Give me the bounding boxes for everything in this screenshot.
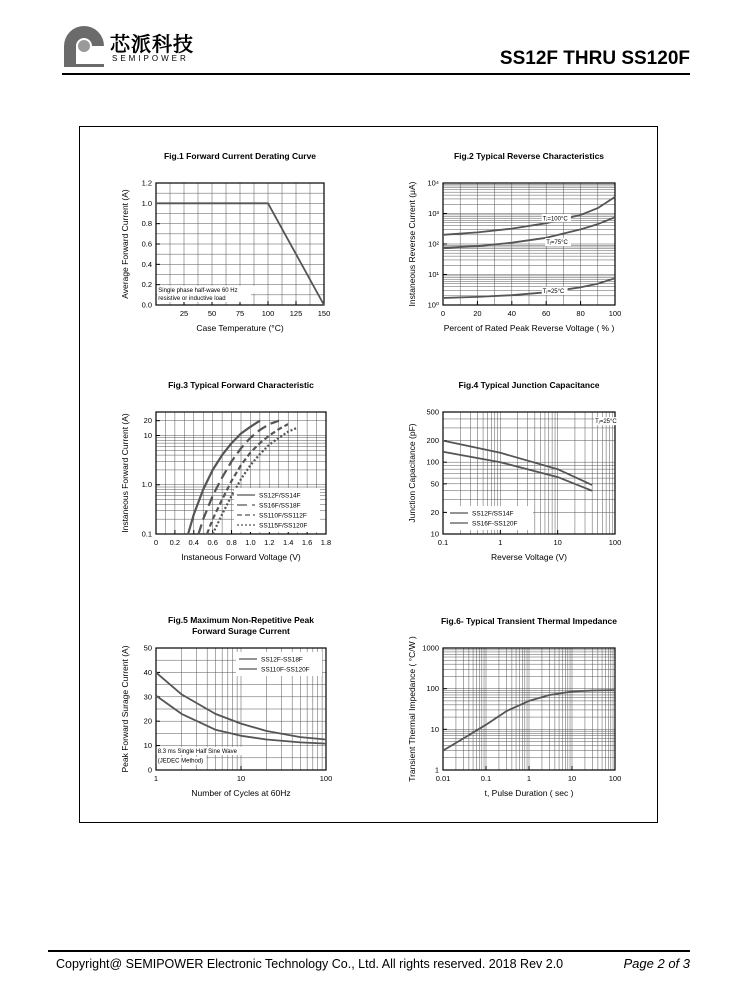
fig1-ytick-label: 0.0	[141, 300, 152, 310]
fig3-legend-label: SS115F/SS120F	[259, 522, 308, 530]
fig3-ytick-label: 10	[143, 430, 152, 440]
fig2-xtick-label: 60	[542, 309, 551, 318]
fig2-xtick-label: 40	[507, 309, 516, 318]
fig3-legend	[234, 488, 320, 532]
fig5-ytick-label: 0	[147, 765, 152, 775]
fig5-xtick-label: 100	[319, 774, 333, 783]
fig4-xtick-label: 10	[553, 538, 562, 547]
part-number-title: SS12F THRU SS120F	[499, 48, 690, 69]
fig4-legend	[447, 506, 533, 530]
fig6-xtick-label: 0.01	[435, 774, 451, 783]
fig1-xtick-label: 125	[289, 309, 303, 318]
fig1-ytick-label: 1.0	[141, 198, 152, 208]
fig4-xtick-label: 1	[498, 538, 503, 547]
fig1-xtick-label: 100	[261, 309, 275, 318]
fig6-xtick-label: 100	[608, 774, 622, 783]
fig5-xlabel: Number of Cycles at 60Hz	[191, 788, 291, 798]
footer-divider	[48, 950, 690, 952]
fig3-xtick-label: 1.2	[264, 538, 275, 547]
fig1-xlabel: Case Temperature (°C)	[196, 323, 284, 333]
fig4-ytick-label: 20	[430, 507, 439, 517]
fig5-xtick-label: 10	[236, 774, 246, 783]
fig6-grid	[443, 648, 615, 770]
fig5-ytick-label: 20	[143, 716, 152, 726]
fig1-ytick-label: 1.2	[141, 178, 152, 188]
fig2-xtick-label: 20	[473, 309, 482, 318]
fig6-xtick-label: 10	[567, 774, 577, 783]
page-number: Page 2 of 3	[623, 956, 690, 971]
fig3-ytick-label: 1.0	[141, 480, 152, 490]
fig5-title: Fig.5 Maximum Non-Repetitive Peak	[168, 615, 314, 625]
fig4-ytick-label: 200	[426, 436, 439, 446]
fig2-annotation: Tⱼ=100°C	[542, 216, 568, 223]
fig4-xtick-label: 0.1	[437, 538, 449, 547]
fig3-chart	[120, 380, 331, 562]
fig1-ytick-label: 0.8	[141, 219, 152, 229]
fig3-xtick-label: 0.4	[188, 538, 199, 547]
fig5-annotation: (JEDEC Method)	[157, 758, 204, 765]
fig6-ytick-label: 1000	[422, 643, 439, 653]
fig4-legend-label: SS16F-SS120F	[472, 520, 518, 528]
fig1-chart	[120, 151, 330, 333]
fig4-annotation: Tⱼ=25°C	[595, 419, 617, 426]
fig1-xtick-label: 25	[179, 309, 189, 318]
fig2-ytick-label: 10⁴	[427, 178, 439, 188]
fig2-title: Fig.2 Typical Reverse Characteristics	[453, 151, 605, 161]
fig3-legend-label: SS16F/SS18F	[259, 502, 301, 510]
fig2-xtick-label: 100	[608, 309, 622, 318]
fig6-ytick-label: 1	[434, 765, 439, 775]
copyright-notice: Copyright@ SEMIPOWER Electronic Technology Co., Ltd. All rights reserved. 2018 Rev 2.0	[56, 957, 564, 971]
fig2-ytick-label: 10¹	[428, 270, 439, 279]
fig6-chart	[407, 616, 621, 798]
fig4-ylabel: Junction Capacitance (pF)	[407, 423, 417, 523]
fig5-subtitle: Forward Surage Current	[192, 626, 290, 636]
fig1-xtick-label: 75	[235, 309, 245, 318]
fig6-title: Fig.6- Typical Transient Thermal Impedance	[440, 616, 618, 626]
fig2-ylabel: Instaneous Reverse Current (μA)	[407, 181, 417, 307]
fig3-xtick-label: 1.6	[301, 538, 313, 547]
fig1-ytick-label: 0.2	[141, 280, 152, 290]
fig3-xtick-label: 1.4	[283, 538, 294, 547]
fig4-title: Fig.4 Typical Junction Capacitance	[458, 380, 600, 390]
fig6-xtick-label: 0.1	[480, 774, 492, 783]
fig4-ytick-label: 50	[430, 479, 439, 489]
fig4-chart	[407, 380, 621, 562]
fig3-title: Fig.3 Typical Forward Characteristic	[168, 380, 314, 390]
fig6-ytick-label: 10	[430, 724, 439, 734]
fig3-ytick-label: 0.1	[141, 529, 152, 539]
fig2-grid	[443, 183, 615, 305]
fig5-legend	[236, 652, 322, 676]
fig3-ytick-label: 20	[143, 416, 152, 426]
fig3-ylabel: Instaneous Forward Current (A)	[120, 413, 130, 533]
fig6-xlabel: t, Pulse Duration ( sec )	[484, 788, 574, 798]
fig5-annotation: 8.3 ms Single Half Sine Wave	[157, 748, 237, 755]
fig5-legend-label: SS110F-SS120F	[261, 666, 310, 674]
fig4-legend-label: SS12F/SS14F	[472, 510, 514, 518]
fig3-xtick-label: 1.0	[245, 538, 256, 547]
fig5-ytick-label: 40	[143, 667, 152, 677]
fig2-ytick-label: 10⁰	[427, 300, 439, 310]
fig5-xtick-label: 1	[153, 774, 159, 783]
fig1-xtick-label: 150	[317, 309, 331, 318]
fig5-legend-label: SS12F-SS18F	[261, 656, 303, 664]
fig4-ytick-label: 100	[426, 457, 439, 467]
fig6-ylabel: Transient Thermal Impedance ( °C/W )	[407, 636, 417, 782]
fig2-ytick-label: 10³	[428, 209, 439, 218]
fig1-xtick-label: 50	[207, 309, 217, 318]
fig3-legend-label: SS110F/SS112F	[259, 512, 307, 520]
fig4-xtick-label: 100	[608, 538, 622, 547]
fig1-ytick-label: 0.4	[141, 259, 152, 269]
fig1-title: Fig.1 Forward Current Derating Curve	[163, 151, 317, 161]
fig6-ytick-label: 100	[426, 684, 439, 694]
fig1-ylabel: Average Forward Current (A)	[120, 189, 130, 299]
fig6-xtick-label: 1	[526, 774, 532, 783]
fig2-annotation: Tⱼ=75°C	[546, 240, 568, 246]
fig3-xtick-label: 0.8	[226, 538, 237, 547]
fig1-annotation: resistive or inductive load	[158, 295, 226, 302]
fig5-ytick-label: 50	[143, 643, 152, 653]
fig5-chart	[120, 615, 332, 798]
brand-name-english: SEMIPOWER	[112, 54, 189, 63]
fig4-ytick-label: 10	[430, 529, 439, 539]
fig5-ylabel: Peak Forward Surage Current (A)	[120, 645, 130, 773]
fig5-ytick-label: 10	[143, 741, 152, 751]
fig3-legend-label: SS12F/SS14F	[259, 492, 301, 500]
fig4-ytick-label: 500	[426, 407, 439, 417]
fig2-xtick-label: 0	[440, 309, 446, 318]
fig3-xtick-label: 1.8	[320, 538, 332, 547]
fig2-annotation: Tⱼ=25°C	[542, 288, 565, 295]
brand-name-chinese: 芯派科技	[110, 32, 194, 56]
fig5-ytick-label: 30	[143, 692, 152, 702]
fig2-xtick-label: 80	[576, 309, 585, 318]
fig4-xlabel: Reverse Voltage (V)	[490, 552, 568, 562]
fig3-xtick-label: 0	[153, 538, 159, 547]
fig3-xtick-label: 0.2	[169, 538, 181, 547]
fig2-ytick-label: 10²	[428, 239, 439, 249]
fig3-xtick-label: 0.6	[207, 538, 218, 547]
fig1-ytick-label: 0.6	[141, 239, 152, 249]
fig1-annotation: Single phase half-wave 60 Hz	[158, 287, 238, 294]
fig3-xlabel: Instaneous Forward Voltage (V)	[181, 552, 301, 562]
fig2-chart	[407, 151, 621, 333]
fig2-xlabel: Percent of Rated Peak Reverse Voltage ( % )	[443, 323, 615, 333]
